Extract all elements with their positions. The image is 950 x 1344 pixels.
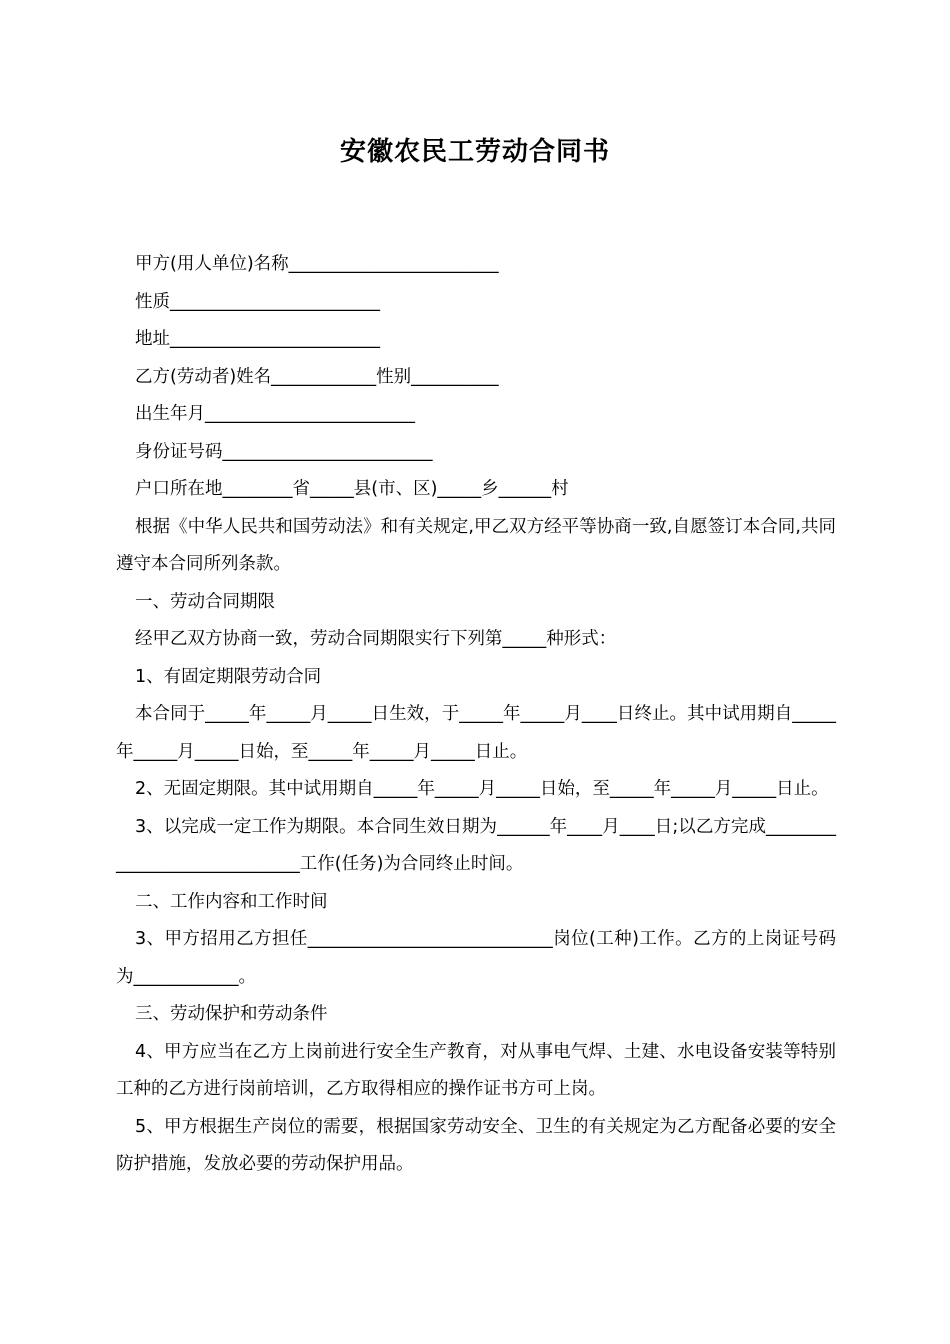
employer-address-line: 地址________________________ — [135, 329, 380, 349]
task-based-term-paragraph: 3、以完成一定工作为期限。本合同生效日期为______年____月____日;以乙方完成_____________________________工作(任务)为合同终止时间。 — [116, 816, 836, 874]
worker-household-registration-line: 户口所在地________省_____县(市、区)_____乡______村 — [135, 479, 569, 499]
term-selection-paragraph: 经甲乙双方协商一致，劳动合同期限实行下列第_____种形式： — [135, 629, 617, 649]
fixed-term-paragraph: 本合同于_____年_____月_____日生效，于_____年_____月____日终止。其中试用期自_____年_____月_____日始，至_____年_____月_____日止。 — [116, 704, 836, 762]
worker-birthdate-line: 出生年月________________________ — [135, 404, 415, 424]
worker-id-number-line: 身份证号码________________________ — [135, 441, 433, 462]
section-heading-labor-protection: 三、劳动保护和劳动条件 — [135, 1004, 328, 1024]
employer-name-line: 甲方(用人单位)名称________________________ — [135, 254, 499, 274]
employer-nature-line: 性质________________________ — [135, 291, 380, 312]
section-heading-contract-term: 一、劳动合同期限 — [135, 591, 275, 612]
clause-fixed-term-heading: 1、有固定期限劳动合同 — [135, 666, 322, 687]
worker-name-gender-line: 乙方(劳动者)姓名____________性别__________ — [135, 366, 499, 387]
document-title: 安徽农民工劳动合同书 — [339, 137, 610, 167]
open-ended-term-paragraph: 2、无固定期限。其中试用期自_____年_____月_____日始，至_____年_____月_____日止。 — [135, 779, 829, 799]
safety-training-paragraph: 4、甲方应当在乙方上岗前进行安全生产教育，对从事电气焊、土建、水电设备安装等特别工种的乙方进行岗前培训，乙方取得相应的操作证书方可上岗。 — [116, 1041, 836, 1099]
document-body — [116, 246, 836, 1184]
protective-equipment-paragraph: 5、甲方根据生产岗位的需要，根据国家劳动安全、卫生的有关规定为乙方配备必要的安全防护措施，发放必要的劳动保护用品。 — [116, 1116, 836, 1174]
section-heading-work-content: 二、工作内容和工作时间 — [135, 891, 328, 912]
preamble-paragraph: 根据《中华人民共和国劳动法》和有关规定,甲乙双方经平等协商一致,自愿签订本合同,共同遵守本合同所列条款。 — [116, 516, 836, 574]
job-position-paragraph: 3、甲方招用乙方担任____________________________岗位(工种)工作。乙方的上岗证号码为____________。 — [116, 929, 836, 987]
